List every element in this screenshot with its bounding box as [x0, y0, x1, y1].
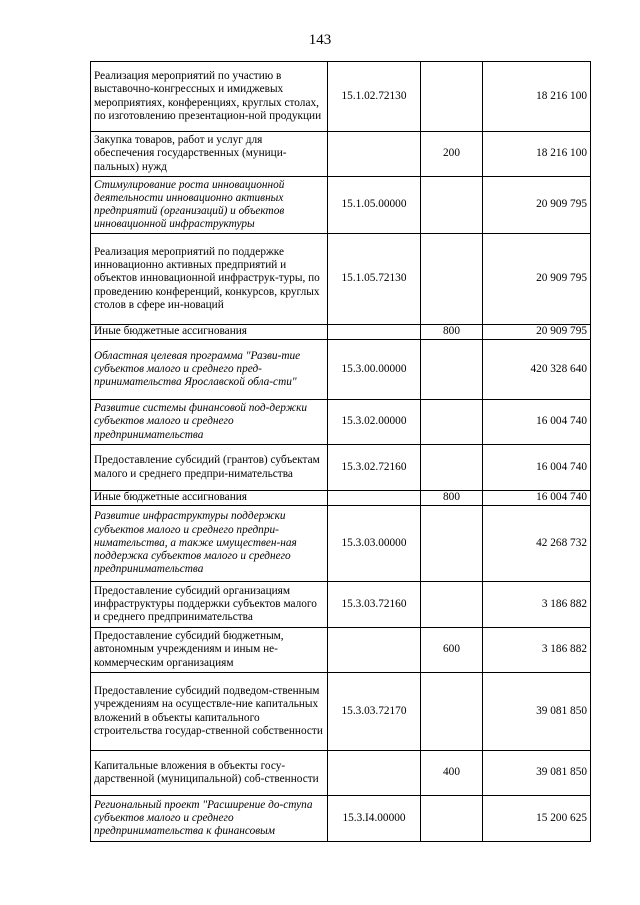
row-name-cell: Реализация мероприятий по участию в выставочно-конгрессных и имиджевых мероприятиях, конференциях, круглых столах, по изготовлению презентацион-ной продукции [91, 62, 328, 132]
row-expense-type-cell: 800 [421, 491, 483, 506]
row-name-cell: Иные бюджетные ассигнования [91, 491, 328, 506]
budget-table [90, 61, 591, 842]
row-expense-type-cell [421, 400, 483, 445]
row-sum-cell: 20 909 795 [483, 177, 591, 234]
row-name-cell: Капитальные вложения в объекты госу-дарственной (муниципальной) соб-ственности [91, 751, 328, 796]
row-name-cell: Предоставление субсидий подведом-ственным учреждениям на осуществле-ние капитальных вложений в объекты капитального строительства государ-ственной собственности [91, 673, 328, 751]
row-name-cell: Предоставление субсидий организациям инфраструктуры поддержки субъектов малого и среднего предпринимательства [91, 582, 328, 628]
row-code-cell: 15.3.00.00000 [328, 340, 421, 400]
row-name-cell: Развитие инфраструктуры поддержки субъектов малого и среднего предпри-нимательства, а также имуществен-ная поддержка субъектов малого и среднего предпринимательства [91, 506, 328, 582]
row-name-cell: Региональный проект "Расширение до-ступа субъектов малого и среднего предпринимательства к финансовым [91, 796, 328, 842]
row-expense-type-cell [421, 234, 483, 325]
row-name-cell: Областная целевая программа "Разви-тие субъектов малого и среднего пред-принимательства Ярославской обла-сти" [91, 340, 328, 400]
row-expense-type-cell [421, 673, 483, 751]
row-sum-cell: 16 004 740 [483, 400, 591, 445]
table-row [91, 325, 591, 340]
row-expense-type-cell [421, 177, 483, 234]
row-sum-cell: 420 328 640 [483, 340, 591, 400]
row-sum-cell: 20 909 795 [483, 234, 591, 325]
row-expense-type-cell [421, 340, 483, 400]
row-expense-type-cell: 800 [421, 325, 483, 340]
table-row [91, 177, 591, 234]
row-code-cell: 15.3.02.72160 [328, 445, 421, 491]
row-code-cell [328, 491, 421, 506]
row-name-cell: Предоставление субсидий (грантов) субъектам малого и среднего предпри-нимательства [91, 445, 328, 491]
row-code-cell [328, 325, 421, 340]
row-expense-type-cell [421, 582, 483, 628]
table-row [91, 796, 591, 842]
table-row [91, 673, 591, 751]
table-row [91, 582, 591, 628]
row-code-cell [328, 751, 421, 796]
row-sum-cell: 15 200 625 [483, 796, 591, 842]
row-sum-cell: 16 004 740 [483, 491, 591, 506]
row-sum-cell: 3 186 882 [483, 628, 591, 673]
table-row [91, 132, 591, 177]
table-row [91, 445, 591, 491]
row-name-cell: Предоставление субсидий бюджетным, автономным учреждениям и иным не-коммерческим организациям [91, 628, 328, 673]
row-code-cell: 15.3.03.72160 [328, 582, 421, 628]
row-name-cell: Стимулирование роста инновационной деятельности инновационно активных предприятий (организаций) и объектов инновационной инфраструктуры [91, 177, 328, 234]
page-number: 143 [308, 32, 332, 48]
row-code-cell: 15.3.03.72170 [328, 673, 421, 751]
budget-table-body [91, 62, 591, 842]
table-row [91, 491, 591, 506]
row-code-cell: 15.1.05.72130 [328, 234, 421, 325]
row-code-cell: 15.3.03.00000 [328, 506, 421, 582]
table-row [91, 234, 591, 325]
table-row [91, 506, 591, 582]
row-sum-cell: 39 081 850 [483, 673, 591, 751]
table-row [91, 751, 591, 796]
row-expense-type-cell: 400 [421, 751, 483, 796]
row-code-cell [328, 132, 421, 177]
row-code-cell [328, 628, 421, 673]
row-code-cell: 15.3.02.00000 [328, 400, 421, 445]
row-sum-cell: 18 216 100 [483, 132, 591, 177]
row-code-cell: 15.1.02.72130 [328, 62, 421, 132]
table-row [91, 400, 591, 445]
row-expense-type-cell [421, 506, 483, 582]
row-sum-cell: 3 186 882 [483, 582, 591, 628]
row-sum-cell: 18 216 100 [483, 62, 591, 132]
row-name-cell: Закупка товаров, работ и услуг для обеспечения государственных (муници-пальных) нужд [91, 132, 328, 177]
row-sum-cell: 16 004 740 [483, 445, 591, 491]
row-code-cell: 15.3.I4.00000 [328, 796, 421, 842]
row-expense-type-cell: 600 [421, 628, 483, 673]
row-expense-type-cell: 200 [421, 132, 483, 177]
row-sum-cell: 42 268 732 [483, 506, 591, 582]
table-row [91, 340, 591, 400]
table-row [91, 628, 591, 673]
row-sum-cell: 20 909 795 [483, 325, 591, 340]
row-code-cell: 15.1.05.00000 [328, 177, 421, 234]
table-row [91, 62, 591, 132]
row-name-cell: Развитие системы финансовой под-держки субъектов малого и среднего предпринимательства [91, 400, 328, 445]
row-name-cell: Иные бюджетные ассигнования [91, 325, 328, 340]
row-expense-type-cell [421, 62, 483, 132]
row-expense-type-cell [421, 445, 483, 491]
row-sum-cell: 39 081 850 [483, 751, 591, 796]
row-expense-type-cell [421, 796, 483, 842]
row-name-cell: Реализация мероприятий по поддержке инновационно активных предприятий и объектов инновационной инфраструк-туры, по проведению конференций, конкурсов, круглых столов в сфере ин-новаций [91, 234, 328, 325]
